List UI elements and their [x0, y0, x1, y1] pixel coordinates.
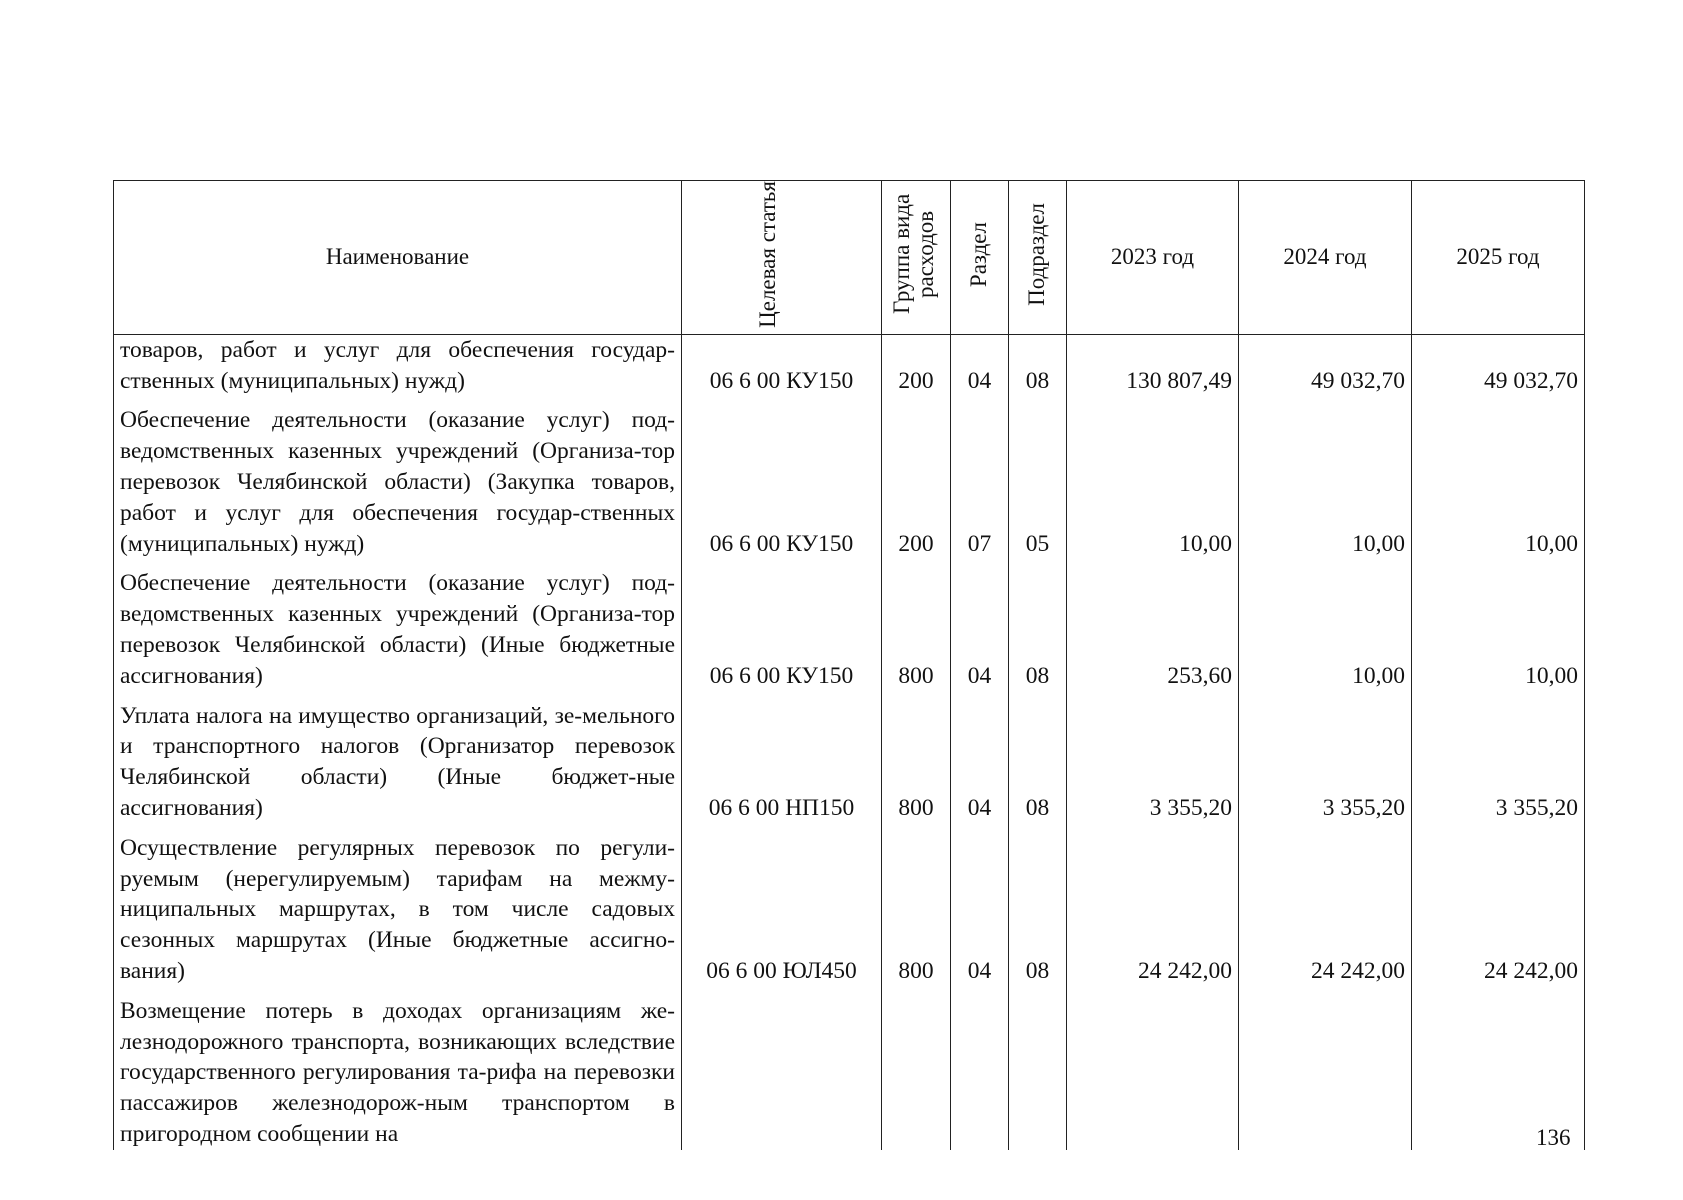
row-expense-group: 200	[882, 334, 951, 405]
row-name: Возмещение потерь в доходах организациям же-лезнодорожного транспорта, возникающих вследствие государственного регулирования та-рифа на перевозки пассажиров железнодорож-ным транспортом в пригородном сообщении на	[114, 996, 682, 1150]
row-target-article: 06 6 00 КУ150	[682, 568, 882, 700]
page-number: 136	[1536, 1125, 1571, 1150]
row-subsection	[1009, 996, 1067, 1150]
header-2023: 2023 год	[1067, 181, 1239, 335]
row-name: товаров, работ и услуг для обеспечения государ-ственных (муниципальных) нужд)	[114, 334, 682, 405]
row-name: Обеспечение деятельности (оказание услуг) под-ведомственных казенных учреждений (Организа-тор перевозок Челябинской области) (Закупка товаров, работ и услуг для обеспечения государ-ственных (муниципальных) нужд)	[114, 405, 682, 568]
row-name: Обеспечение деятельности (оказание услуг) под-ведомственных казенных учреждений (Организа-тор перевозок Челябинской области) (Иные бюджетные ассигнования)	[114, 568, 682, 700]
row-2024: 10,00	[1239, 405, 1412, 568]
row-2023: 24 242,00	[1067, 833, 1239, 996]
row-expense-group: 800	[882, 701, 951, 833]
row-target-article: 06 6 00 КУ150	[682, 405, 882, 568]
table-row	[114, 568, 1585, 700]
row-expense-group: 200	[882, 405, 951, 568]
row-name: Осуществление регулярных перевозок по регули-руемым (нерегулируемым) тарифам на межму-ниципальных маршрутах, в том числе садовых сезонных маршрутах (Иные бюджетные ассигно-вания)	[114, 833, 682, 996]
row-section: 07	[951, 405, 1009, 568]
row-subsection: 05	[1009, 405, 1067, 568]
row-2023: 3 355,20	[1067, 701, 1239, 833]
row-2024: 10,00	[1239, 568, 1412, 700]
row-2024: 24 242,00	[1239, 833, 1412, 996]
budget-table	[113, 180, 1585, 1150]
header-target-article-label: Целевая статья	[754, 181, 780, 328]
header-name: Наименование	[114, 181, 682, 335]
row-target-article: 06 6 00 НП150	[682, 701, 882, 833]
row-2024	[1239, 996, 1412, 1150]
row-expense-group	[882, 996, 951, 1150]
row-section	[951, 996, 1009, 1150]
header-subsection-label: Подраздел	[1024, 202, 1050, 306]
table-row	[114, 701, 1585, 833]
row-2025: 3 355,20	[1412, 701, 1585, 833]
row-subsection: 08	[1009, 334, 1067, 405]
row-section: 04	[951, 568, 1009, 700]
row-section: 04	[951, 833, 1009, 996]
header-subsection	[1009, 181, 1067, 335]
header-expense-group	[882, 181, 951, 335]
row-section: 04	[951, 701, 1009, 833]
row-2023: 253,60	[1067, 568, 1239, 700]
row-2023	[1067, 996, 1239, 1150]
row-expense-group: 800	[882, 568, 951, 700]
header-2024: 2024 год	[1239, 181, 1412, 335]
row-expense-group: 800	[882, 833, 951, 996]
header-target-article	[682, 181, 882, 335]
row-target-article	[682, 996, 882, 1150]
row-2024: 3 355,20	[1239, 701, 1412, 833]
header-expense-group-label: Группа вида расходов	[889, 194, 939, 315]
row-2023: 130 807,49	[1067, 334, 1239, 405]
row-subsection: 08	[1009, 568, 1067, 700]
table-row	[114, 996, 1585, 1150]
row-name: Уплата налога на имущество организаций, зе-мельного и транспортного налогов (Организатор перевозок Челябинской области) (Иные бюджет-ные ассигнования)	[114, 701, 682, 833]
header-row	[114, 181, 1585, 335]
row-2025: 24 242,00	[1412, 833, 1585, 996]
row-2025: 10,00	[1412, 568, 1585, 700]
row-target-article: 06 6 00 КУ150	[682, 334, 882, 405]
row-subsection: 08	[1009, 833, 1067, 996]
row-target-article: 06 6 00 ЮЛ450	[682, 833, 882, 996]
row-2023: 10,00	[1067, 405, 1239, 568]
row-subsection: 08	[1009, 701, 1067, 833]
header-section	[951, 181, 1009, 335]
table-row	[114, 405, 1585, 568]
header-section-label: Раздел	[966, 221, 992, 287]
header-2025: 2025 год	[1412, 181, 1585, 335]
row-2025: 10,00	[1412, 405, 1585, 568]
table-row	[114, 334, 1585, 405]
row-section: 04	[951, 334, 1009, 405]
row-2025: 49 032,70	[1412, 334, 1585, 405]
table-row	[114, 833, 1585, 996]
row-2024: 49 032,70	[1239, 334, 1412, 405]
